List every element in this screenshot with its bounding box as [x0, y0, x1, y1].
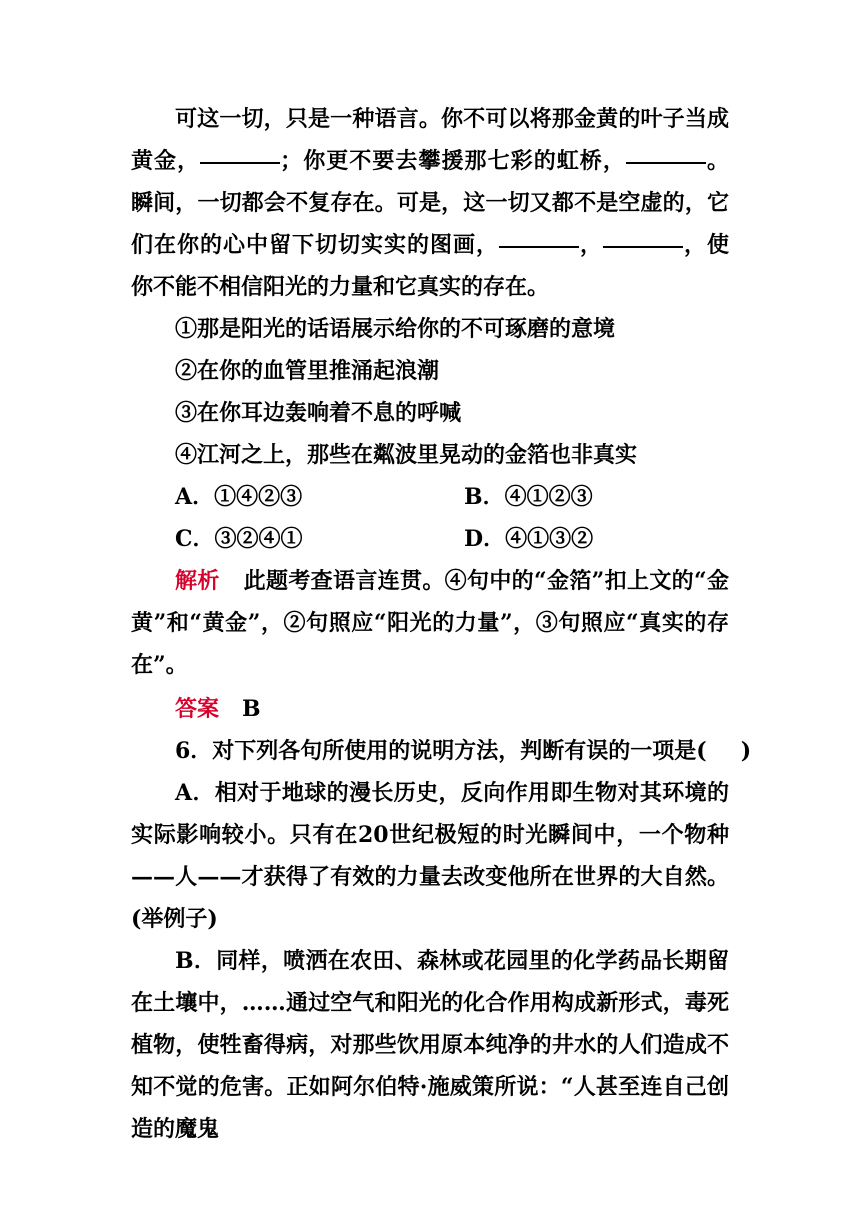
passage-text-4: ，: [578, 232, 603, 258]
sentence-item-2: ②在你的血管里推涌起浪潮: [175, 358, 440, 384]
passage-text-1: 可这一切，只是一种语言。你不可以将那金黄的叶子当成黄金，: [131, 106, 729, 174]
analysis-text: 此题考查语言连贯。④句中的“金箔”扣上文的“金黄”和“黄金”，②句照应“阳光的力量”，③句照应“真实的存在”。: [131, 568, 729, 678]
answer-line: [175, 688, 261, 730]
passage-text-2: ；你更不要去攀援那七彩的虹桥，: [280, 148, 626, 174]
blank-4: [603, 245, 683, 248]
sentence-item-3: ③在你耳边轰响着不息的呼喊: [175, 400, 462, 426]
option-b: B．④①②③: [464, 484, 593, 510]
blank-2: [626, 161, 706, 164]
passage-text-5: ，使你不能不相信阳光的力量和它真实的存在。: [131, 232, 729, 300]
question-6-option-a: A．相对于地球的漫长历史，反向作用即生物对其环境的实际影响较小。只有在20世纪极短的时光瞬间中，一个物种——人——才获得了有效的力量去改变他所在世界的大自然。(举例子): [131, 780, 729, 932]
question-6-stem: [175, 730, 751, 772]
option-d: D．④①③②: [464, 526, 594, 552]
blank-3: [499, 245, 579, 248]
answer-label: 答案: [175, 696, 220, 722]
passage-text-3: 。瞬间，一切都会不复存在。可是，这一切又都不是空虚的，它们在你的心中留下切切实实的图画，: [131, 148, 729, 258]
answer-value: B: [242, 696, 261, 722]
question-6-stem-text: 6．对下列各句所使用的说明方法，判断有误的一项是(: [175, 738, 707, 764]
passage-paragraph: [131, 98, 729, 308]
blank-1: [200, 161, 280, 164]
option-a: A．①④②③: [175, 484, 303, 510]
analysis-label: 解析: [175, 568, 220, 594]
question-6-option-b: B．同样，喷洒在农田、森林或花园里的化学药品长期留在土壤中，……通过空气和阳光的化合作用构成新形式，毒死植物，使牲畜得病，对那些饮用原本纯净的井水的人们造成不知不觉的危害。正如阿尔伯特·施威策所说：“人甚至连自己创造的魔鬼: [131, 948, 729, 1142]
sentence-item-4: ④江河之上，那些在粼波里晃动的金箔也非真实: [175, 442, 638, 468]
question-6-stem-close: ): [740, 738, 752, 764]
sentence-item-1: ①那是阳光的话语展示给你的不可琢磨的意境: [175, 316, 616, 342]
analysis-paragraph: [131, 560, 729, 686]
option-c: C．③②④①: [175, 526, 303, 552]
